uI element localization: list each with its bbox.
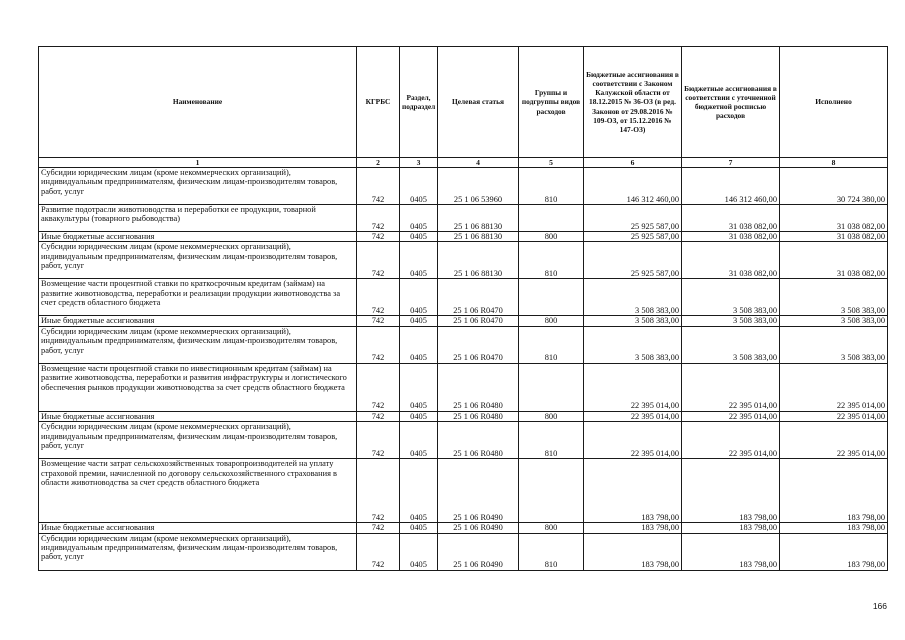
row-schedule-amount: 183 798,00 [682, 459, 780, 523]
row-law-amount: 3 508 383,00 [584, 279, 682, 316]
row-schedule-amount: 31 038 082,00 [682, 242, 780, 279]
row-razdel: 0405 [400, 242, 438, 279]
row-name: Субсидии юридическим лицам (кроме некоммерческих организаций), индивидуальным предпринимателям, физическим лицам-производителям товаров, работ, услуг [39, 326, 357, 363]
row-razdel: 0405 [400, 422, 438, 459]
table-row [39, 422, 888, 459]
row-law-amount: 22 395 014,00 [584, 411, 682, 421]
row-schedule-amount: 22 395 014,00 [682, 411, 780, 421]
row-razdel: 0405 [400, 459, 438, 523]
row-name: Иные бюджетные ассигнования [39, 411, 357, 421]
column-number: 4 [438, 158, 519, 168]
column-number: 6 [584, 158, 682, 168]
row-kgrbs: 742 [357, 459, 400, 523]
row-expense-type: 800 [519, 316, 584, 326]
row-target-article: 25 1 06 R0470 [438, 316, 519, 326]
row-schedule-amount: 183 798,00 [682, 523, 780, 533]
row-razdel: 0405 [400, 411, 438, 421]
row-expense-type: 810 [519, 242, 584, 279]
header-row [39, 47, 888, 158]
row-expense-type: 800 [519, 523, 584, 533]
row-razdel: 0405 [400, 363, 438, 411]
row-kgrbs: 742 [357, 523, 400, 533]
header-kgrbs: КГРБС [357, 47, 400, 158]
row-target-article: 25 1 06 R0470 [438, 326, 519, 363]
row-target-article: 25 1 06 R0480 [438, 363, 519, 411]
row-schedule-amount: 146 312 460,00 [682, 168, 780, 205]
row-name: Субсидии юридическим лицам (кроме некоммерческих организаций), индивидуальным предпринимателям, физическим лицам-производителям товаров, работ, услуг [39, 168, 357, 205]
header-vid: Группы и подгруппы видов расходов [519, 47, 584, 158]
row-target-article: 25 1 06 88130 [438, 242, 519, 279]
row-executed-amount: 3 508 383,00 [780, 316, 888, 326]
column-number: 8 [780, 158, 888, 168]
header-razdel: Раздел, подраздел [400, 47, 438, 158]
column-number: 7 [682, 158, 780, 168]
row-target-article: 25 1 06 88130 [438, 205, 519, 232]
row-law-amount: 3 508 383,00 [584, 316, 682, 326]
row-law-amount: 3 508 383,00 [584, 326, 682, 363]
row-target-article: 25 1 06 53960 [438, 168, 519, 205]
row-target-article: 25 1 06 R0490 [438, 459, 519, 523]
row-expense-type [519, 459, 584, 523]
header-rospis: Бюджетные ассигнования в соответствии с уточненной бюджетной росписью расходов [682, 47, 780, 158]
row-schedule-amount: 22 395 014,00 [682, 363, 780, 411]
table-row [39, 523, 888, 533]
row-name: Развитие подотрасли животноводства и переработки ее продукции, товарной аквакультуры (товарного рыбоводства) [39, 205, 357, 232]
row-law-amount: 25 925 587,00 [584, 205, 682, 232]
table-row [39, 168, 888, 205]
column-number: 2 [357, 158, 400, 168]
row-target-article: 25 1 06 R0480 [438, 411, 519, 421]
column-number-row [39, 158, 888, 168]
row-kgrbs: 742 [357, 205, 400, 232]
row-expense-type [519, 279, 584, 316]
row-executed-amount: 31 038 082,00 [780, 205, 888, 232]
table-row [39, 205, 888, 232]
row-law-amount: 183 798,00 [584, 459, 682, 523]
budget-table [38, 46, 888, 571]
row-name: Субсидии юридическим лицам (кроме некоммерческих организаций), индивидуальным предпринимателям, физическим лицам-производителям товаров, работ, услуг [39, 422, 357, 459]
row-razdel: 0405 [400, 523, 438, 533]
row-law-amount: 146 312 460,00 [584, 168, 682, 205]
row-razdel: 0405 [400, 232, 438, 242]
row-razdel: 0405 [400, 316, 438, 326]
row-expense-type: 810 [519, 168, 584, 205]
row-executed-amount: 31 038 082,00 [780, 232, 888, 242]
row-expense-type: 800 [519, 232, 584, 242]
row-executed-amount: 22 395 014,00 [780, 411, 888, 421]
row-executed-amount: 3 508 383,00 [780, 279, 888, 316]
page-number: 166 [872, 601, 887, 611]
row-executed-amount: 30 724 380,00 [780, 168, 888, 205]
row-name: Иные бюджетные ассигнования [39, 232, 357, 242]
row-executed-amount: 183 798,00 [780, 533, 888, 570]
row-executed-amount: 3 508 383,00 [780, 326, 888, 363]
row-kgrbs: 742 [357, 316, 400, 326]
row-kgrbs: 742 [357, 422, 400, 459]
row-kgrbs: 742 [357, 363, 400, 411]
row-law-amount: 22 395 014,00 [584, 363, 682, 411]
row-name: Иные бюджетные ассигнования [39, 316, 357, 326]
row-expense-type: 800 [519, 411, 584, 421]
table-row [39, 411, 888, 421]
row-executed-amount: 22 395 014,00 [780, 422, 888, 459]
row-kgrbs: 742 [357, 326, 400, 363]
row-executed-amount: 183 798,00 [780, 459, 888, 523]
row-name: Возмещение части процентной ставки по инвестиционным кредитам (займам) на развитие животноводства, переработки и развития инфраструктуры и логистического обеспечения рынков продукции животноводства за счет средств областного бюджета [39, 363, 357, 411]
row-schedule-amount: 3 508 383,00 [682, 316, 780, 326]
table-row [39, 533, 888, 570]
table-row [39, 326, 888, 363]
row-kgrbs: 742 [357, 168, 400, 205]
row-law-amount: 183 798,00 [584, 533, 682, 570]
row-target-article: 25 1 06 88130 [438, 232, 519, 242]
row-name: Субсидии юридическим лицам (кроме некоммерческих организаций), индивидуальным предпринимателям, физическим лицам-производителям товаров, работ, услуг [39, 533, 357, 570]
row-schedule-amount: 3 508 383,00 [682, 326, 780, 363]
header-done: Исполнено [780, 47, 888, 158]
row-schedule-amount: 31 038 082,00 [682, 232, 780, 242]
row-name: Субсидии юридическим лицам (кроме некоммерческих организаций), индивидуальным предпринимателям, физическим лицам-производителям товаров, работ, услуг [39, 242, 357, 279]
row-razdel: 0405 [400, 168, 438, 205]
row-target-article: 25 1 06 R0470 [438, 279, 519, 316]
row-kgrbs: 742 [357, 279, 400, 316]
column-number: 5 [519, 158, 584, 168]
row-executed-amount: 183 798,00 [780, 523, 888, 533]
table-row [39, 363, 888, 411]
row-target-article: 25 1 06 R0490 [438, 523, 519, 533]
row-name: Иные бюджетные ассигнования [39, 523, 357, 533]
row-kgrbs: 742 [357, 242, 400, 279]
row-schedule-amount: 31 038 082,00 [682, 205, 780, 232]
row-razdel: 0405 [400, 205, 438, 232]
budget-sheet [38, 46, 888, 571]
row-kgrbs: 742 [357, 411, 400, 421]
row-law-amount: 22 395 014,00 [584, 422, 682, 459]
row-expense-type: 810 [519, 422, 584, 459]
row-executed-amount: 31 038 082,00 [780, 242, 888, 279]
row-razdel: 0405 [400, 533, 438, 570]
table-row [39, 232, 888, 242]
row-law-amount: 25 925 587,00 [584, 242, 682, 279]
row-expense-type [519, 205, 584, 232]
row-razdel: 0405 [400, 326, 438, 363]
table-row [39, 279, 888, 316]
table-row [39, 316, 888, 326]
row-kgrbs: 742 [357, 533, 400, 570]
row-law-amount: 25 925 587,00 [584, 232, 682, 242]
row-name: Возмещение части процентной ставки по краткосрочным кредитам (займам) на развитие животноводства, переработки и реализации продукции животноводства за счет средств областного бюджета [39, 279, 357, 316]
column-number: 3 [400, 158, 438, 168]
row-expense-type: 810 [519, 326, 584, 363]
header-statya: Целевая статья [438, 47, 519, 158]
row-kgrbs: 742 [357, 232, 400, 242]
row-name: Возмещение части затрат сельскохозяйственных товаропроизводителей на уплату страховой премии, начисленной по договору сельскохозяйственного страхования в области животноводства за счет средств областного бюджета [39, 459, 357, 523]
row-target-article: 25 1 06 R0490 [438, 533, 519, 570]
row-target-article: 25 1 06 R0480 [438, 422, 519, 459]
row-expense-type [519, 363, 584, 411]
table-row [39, 242, 888, 279]
row-executed-amount: 22 395 014,00 [780, 363, 888, 411]
row-expense-type: 810 [519, 533, 584, 570]
row-schedule-amount: 22 395 014,00 [682, 422, 780, 459]
row-law-amount: 183 798,00 [584, 523, 682, 533]
row-razdel: 0405 [400, 279, 438, 316]
column-number: 1 [39, 158, 357, 168]
table-row [39, 459, 888, 523]
row-schedule-amount: 3 508 383,00 [682, 279, 780, 316]
row-schedule-amount: 183 798,00 [682, 533, 780, 570]
header-law: Бюджетные ассигнования в соответствии с Законом Калужской области от 18.12.2015 № 36-ОЗ (в ред. Законов от 29.08.2016 № 109-ОЗ, от 15.12.2016 № 147-ОЗ) [584, 47, 682, 158]
header-name: Наименование [39, 47, 357, 158]
